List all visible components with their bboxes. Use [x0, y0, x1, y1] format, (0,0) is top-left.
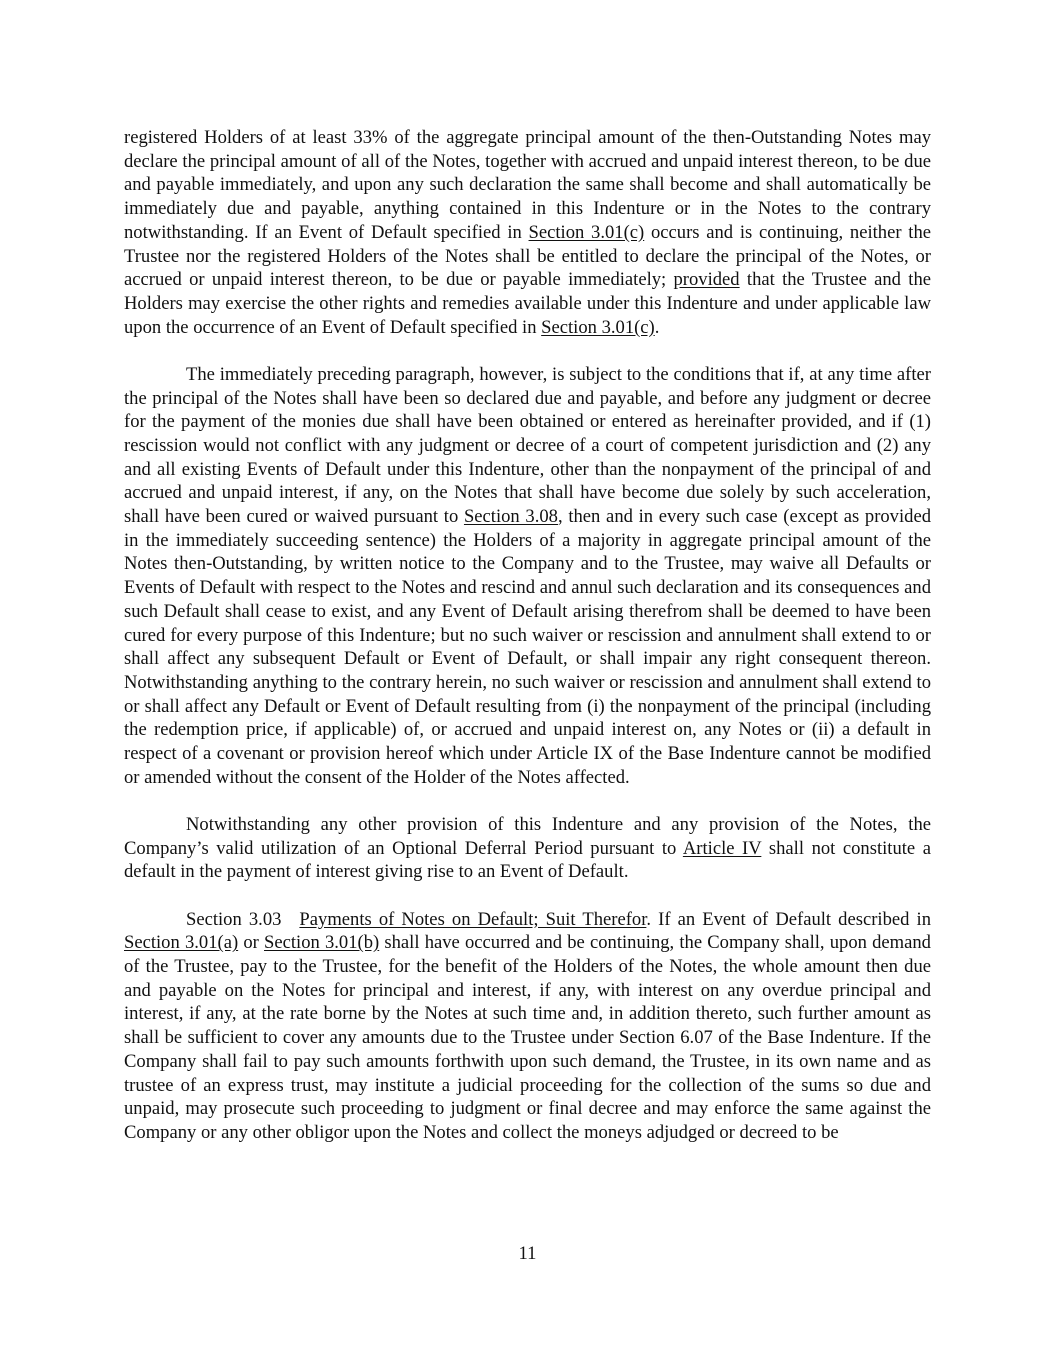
paragraph-rescission [124, 363, 931, 790]
paragraph-text: . If an Event of Default described in [646, 908, 931, 930]
paragraph-text: Notwithstanding any other provision of this Indenture and any provision of the Notes, the Company’s valid utilization of an Optional Deferral Period pursuant to [124, 813, 931, 859]
section-reference-link: Section 3.01(b) [264, 932, 380, 954]
paragraph-optional-deferral [124, 813, 931, 884]
section-reference-link: Section 3.01(c) [541, 316, 655, 338]
section-number: Section 3.03 [186, 908, 282, 930]
paragraph-text: The immediately preceding paragraph, however, is subject to the conditions that if, at any time after the principal of the Notes shall have been so declared due and payable, and before any judgment or decree for the payment of the monies due shall have been obtained or entered as hereinafter provided, and if (1) rescission would not conflict with any judgment or decree of a court of competent jurisdiction and (2) any and all existing Events of Default under this Indenture, other than the nonpayment of the principal of and accrued and unpaid interest, if any, on the Notes that shall have become due solely by such acceleration, shall have been cured or waived pursuant to [124, 363, 931, 528]
paragraph-section-3-03 [124, 908, 931, 1145]
section-reference-link: Section 3.01(c) [528, 221, 645, 243]
provided-term: provided [673, 269, 740, 291]
paragraph-text: . [654, 316, 660, 338]
paragraph-text: occurs and is continuing, neither the Trustee nor the registered Holders of the Notes shall be entitled to declare the principal of the Notes, or accrued or unpaid interest thereon, to be due or payable immediately; [124, 221, 931, 291]
paragraph-text: , then and in every such case (except as provided in the immediately succeeding sentence) the Holders of a majority in aggregate principal amount of the Notes then-Outstanding, by written notice to the Company and to the Trustee, may waive all Defaults or Events of Default with respect to the Notes and rescind and annul such declaration and its consequences and such Default shall cease to exist, and any Event of Default arising therefrom shall be deemed to have been cured for every purpose of this Indenture; but no such waiver or rescission and annulment shall extend to or shall affect any subsequent Default or Event of Default, or shall impair any right consequent thereon. Notwithstanding anything to the contrary herein, no such waiver or rescission and annulment shall extend to or shall affect any Default or Event of Default resulting from (i) the nonpayment of the principal (including the redemption price, if applicable) of, or accrued and unpaid interest on, any Notes or (ii) a default in respect of a covenant or provision hereof which under Article IX of the Base Indenture cannot be modified or amended without the consent of the Holder of the Notes affected. [124, 506, 931, 788]
paragraph-text: that the Trustee and the Holders may exercise the other rights and remedies available under this Indenture and under applicable law upon the occurrence of an Event of Default specified in [124, 269, 931, 338]
paragraph-text: shall not constitute a default in the payment of interest giving rise to an Event of Default. [124, 837, 931, 883]
article-reference-link: Article IV [682, 837, 762, 859]
section-reference-link: Section 3.01(a) [124, 932, 239, 954]
paragraph-text: or [238, 932, 265, 954]
paragraph-acceleration [124, 126, 931, 339]
paragraph-text: shall have occurred and be continuing, the Company shall, upon demand of the Trustee, pay to the Trustee, for the benefit of the Holders of the Notes, the whole amount then due and payable on the Notes for principal and interest, if any, with interest on any overdue principal and interest, if any, at the rate borne by the Notes at such time and, in addition thereto, such further amount as shall be sufficient to cover any amounts due to the Trustee under Section 6.07 of the Base Indenture. If the Company shall fail to pay such amounts forthwith upon such demand, the Trustee, in its own name and as trustee of an express trust, may institute a judicial proceeding for the collection of the sums so due and unpaid, may prosecute such proceeding to judgment or final decree and may enforce the same against the Company or any other obligor upon the Notes and collect the moneys adjudged or decreed to be [124, 932, 931, 1143]
section-reference-link: Section 3.08 [463, 506, 558, 528]
paragraph-text: registered Holders of at least 33% of the aggregate principal amount of the then-Outstanding Notes may declare the principal amount of all of the Notes, together with accrued and unpaid interest thereon, to be due and payable immediately, and upon any such declaration the same shall become and shall automatically be immediately due and payable, anything contained in this Indenture or in the Notes to the contrary notwithstanding. If an Event of Default specified in [124, 127, 931, 243]
section-heading: Payments of Notes on Default; Suit Therefor [299, 908, 647, 930]
page-number: 11 [518, 1243, 537, 1264]
document-page [124, 126, 931, 1168]
